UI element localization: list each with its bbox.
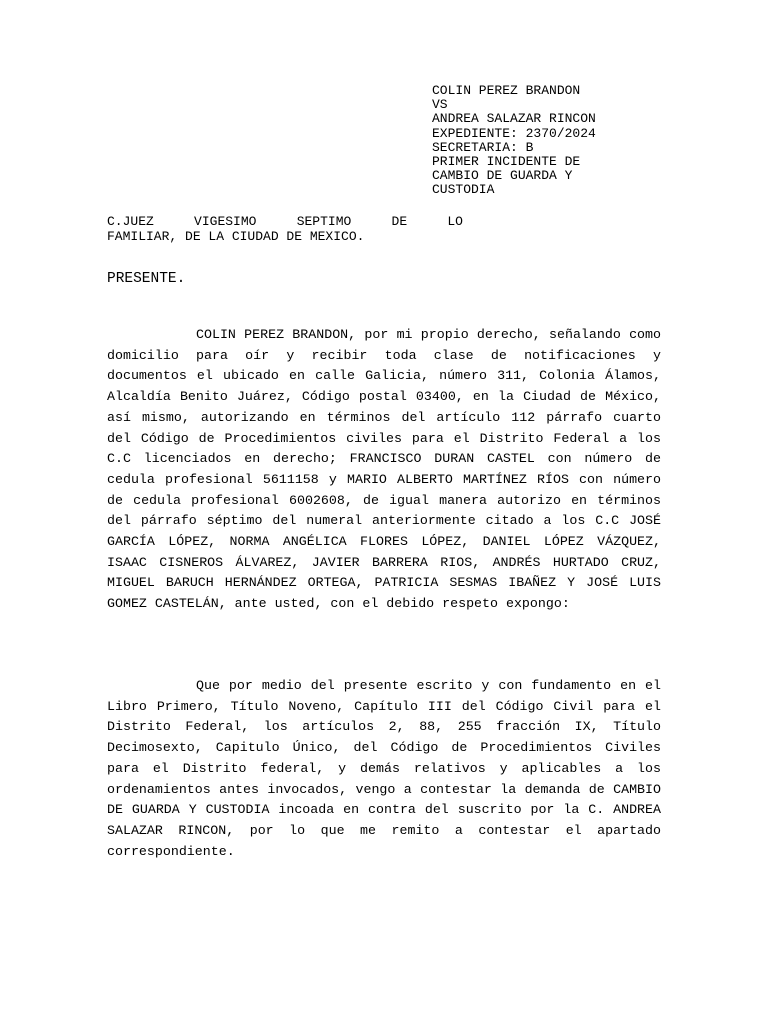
- header-line-incident-1: PRIMER INCIDENTE DE: [432, 154, 581, 170]
- addressee-line-1: C.JUEZ VIGESIMO SEPTIMO DE LO: [107, 214, 463, 229]
- body-paragraph-1: COLIN PEREZ BRANDON, por mi propio derecho, señalando como domicilio para oír y recibir toda clase de notificaciones y documentos el ubicado en calle Galicia, número 311, Colonia Álamos, Alcaldía Benito Juárez, Código postal 03400, en la Ciudad de México, así mismo, autorizando en términos del artículo 112 párrafo cuarto del Código de Procedimientos civiles para el Distrito Federal a los C.C licenciados en derecho; FRANCISCO DURAN CASTEL con número de cedula profesional 5611158 y MARIO ALBERTO MARTÍNEZ RÍOS con número de cedula profesional 6002608, de igual manera autorizo en términos del párrafo séptimo del numeral anteriormente citado a los C.C JOSÉ GARCÍA LÓPEZ, NORMA ANGÉLICA FLORES LÓPEZ, DANIEL LÓPEZ VÁZQUEZ, ISAAC CISNEROS ÁLVAREZ, JAVIER BARRERA RIOS, ANDRÉS HURTADO CRUZ, MIGUEL BARUCH HERNÁNDEZ ORTEGA, PATRICIA SESMAS IBAÑEZ Y JOSÉ LUIS GOMEZ CASTELÁN, ante usted, con el debido respeto expongo:: [107, 327, 661, 612]
- addressee-line-2: FAMILIAR, DE LA CIUDAD DE MEXICO.: [107, 229, 365, 244]
- header-line-versus: VS: [432, 97, 448, 113]
- body-paragraph-2: Que por medio del presente escrito y con fundamento en el Libro Primero, Título Noveno, Capítulo III del Código Civil para el Distrito Federal, los artículos 2, 88, 255 fracción IX, Título Decimosexto, Capitulo Único, del Código de Procedimientos Civiles para el Distrito federal, y demás relativos y aplicables a los ordenamientos antes invocados, vengo a contestar la demanda de CAMBIO DE GUARDA Y CUSTODIA incoada en contra del suscrito por la C. ANDREA SALAZAR RINCON, por lo que me remito a contestar el apartado correspondiente.: [107, 678, 661, 859]
- greeting: PRESENTE.: [107, 271, 186, 287]
- case-header: [432, 84, 732, 198]
- header-line-incident-3: CUSTODIA: [432, 182, 495, 198]
- header-line-defendant: ANDREA SALAZAR RINCON: [432, 111, 596, 127]
- header-line-case-number: EXPEDIENTE: 2370/2024: [432, 125, 596, 141]
- header-line-incident-2: CAMBIO DE GUARDA Y: [432, 168, 573, 184]
- addressee: [107, 214, 463, 244]
- header-line-secretariat: SECRETARIA: B: [432, 139, 534, 155]
- header-line-plaintiff: COLIN PEREZ BRANDON: [432, 83, 581, 98]
